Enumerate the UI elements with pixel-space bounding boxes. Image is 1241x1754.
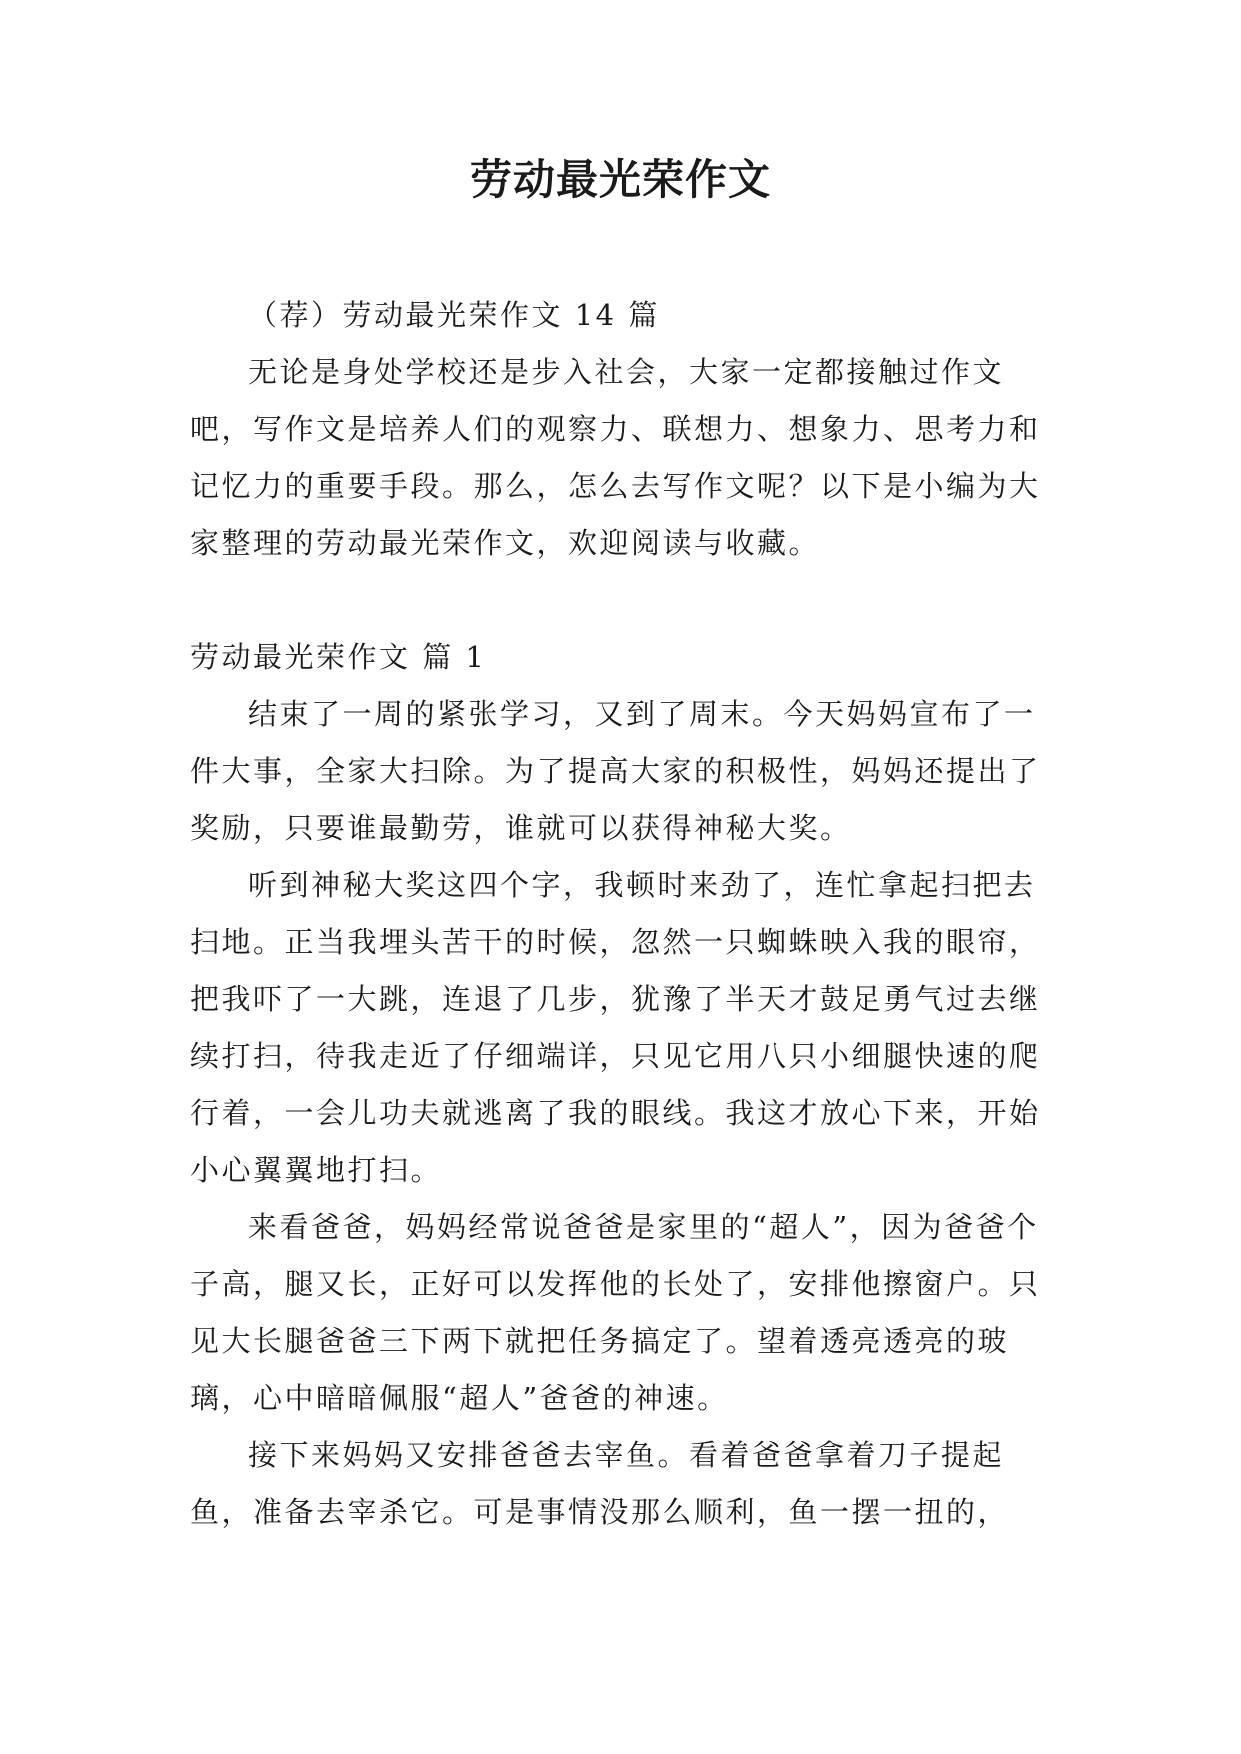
body-paragraph-3: 来看爸爸，妈妈经常说爸爸是家里的“超人”，因为爸爸个子高，腿又长，正好可以发挥他的长处了，安排他擦窗户。只见大长腿爸爸三下两下就把任务搞定了。望着透亮透亮的玻璃，心中暗暗佩服“超人”爸爸的神速。: [190, 1210, 1041, 1415]
document-subtitle: （荐）劳动最光荣作文 14 篇: [248, 298, 660, 332]
body-paragraph-2: 听到神秘大奖这四个字，我顿时来劲了，连忙拿起扫把去扫地。正当我埋头苦干的时候，忽然一只蜘蛛映入我的眼帘，把我吓了一大跳，连退了几步，犹豫了半天才鼓足勇气过去继续打扫，待我走近了仔细端详，只见它用八只小细腿快速的爬行着，一会儿功夫就逃离了我的眼线。我这才放心下来，开始小心翼翼地打扫。: [190, 868, 1041, 1187]
body-paragraph-1: 结束了一周的紧张学习，又到了周末。今天妈妈宣布了一件大事，全家大扫除。为了提高大家的积极性，妈妈还提出了奖励，只要谁最勤劳，谁就可以获得神秘大奖。: [190, 697, 1041, 845]
document-title: 劳动最光荣作文: [469, 155, 771, 204]
section-title: 劳动最光荣作文 篇 1: [190, 640, 487, 674]
body-paragraph-4: 接下来妈妈又安排爸爸去宰鱼。看着爸爸拿着刀子提起鱼，准备去宰杀它。可是事情没那么顺利，鱼一摆一扭的，: [190, 1438, 1010, 1529]
intro-paragraph: 无论是身处学校还是步入社会，大家一定都接触过作文吧，写作文是培养人们的观察力、联想力、想象力、思考力和记忆力的重要手段。那么，怎么去写作文呢？以下是小编为大家整理的劳动最光荣作文，欢迎阅读与收藏。: [190, 355, 1041, 560]
document-body: [190, 287, 1060, 1541]
